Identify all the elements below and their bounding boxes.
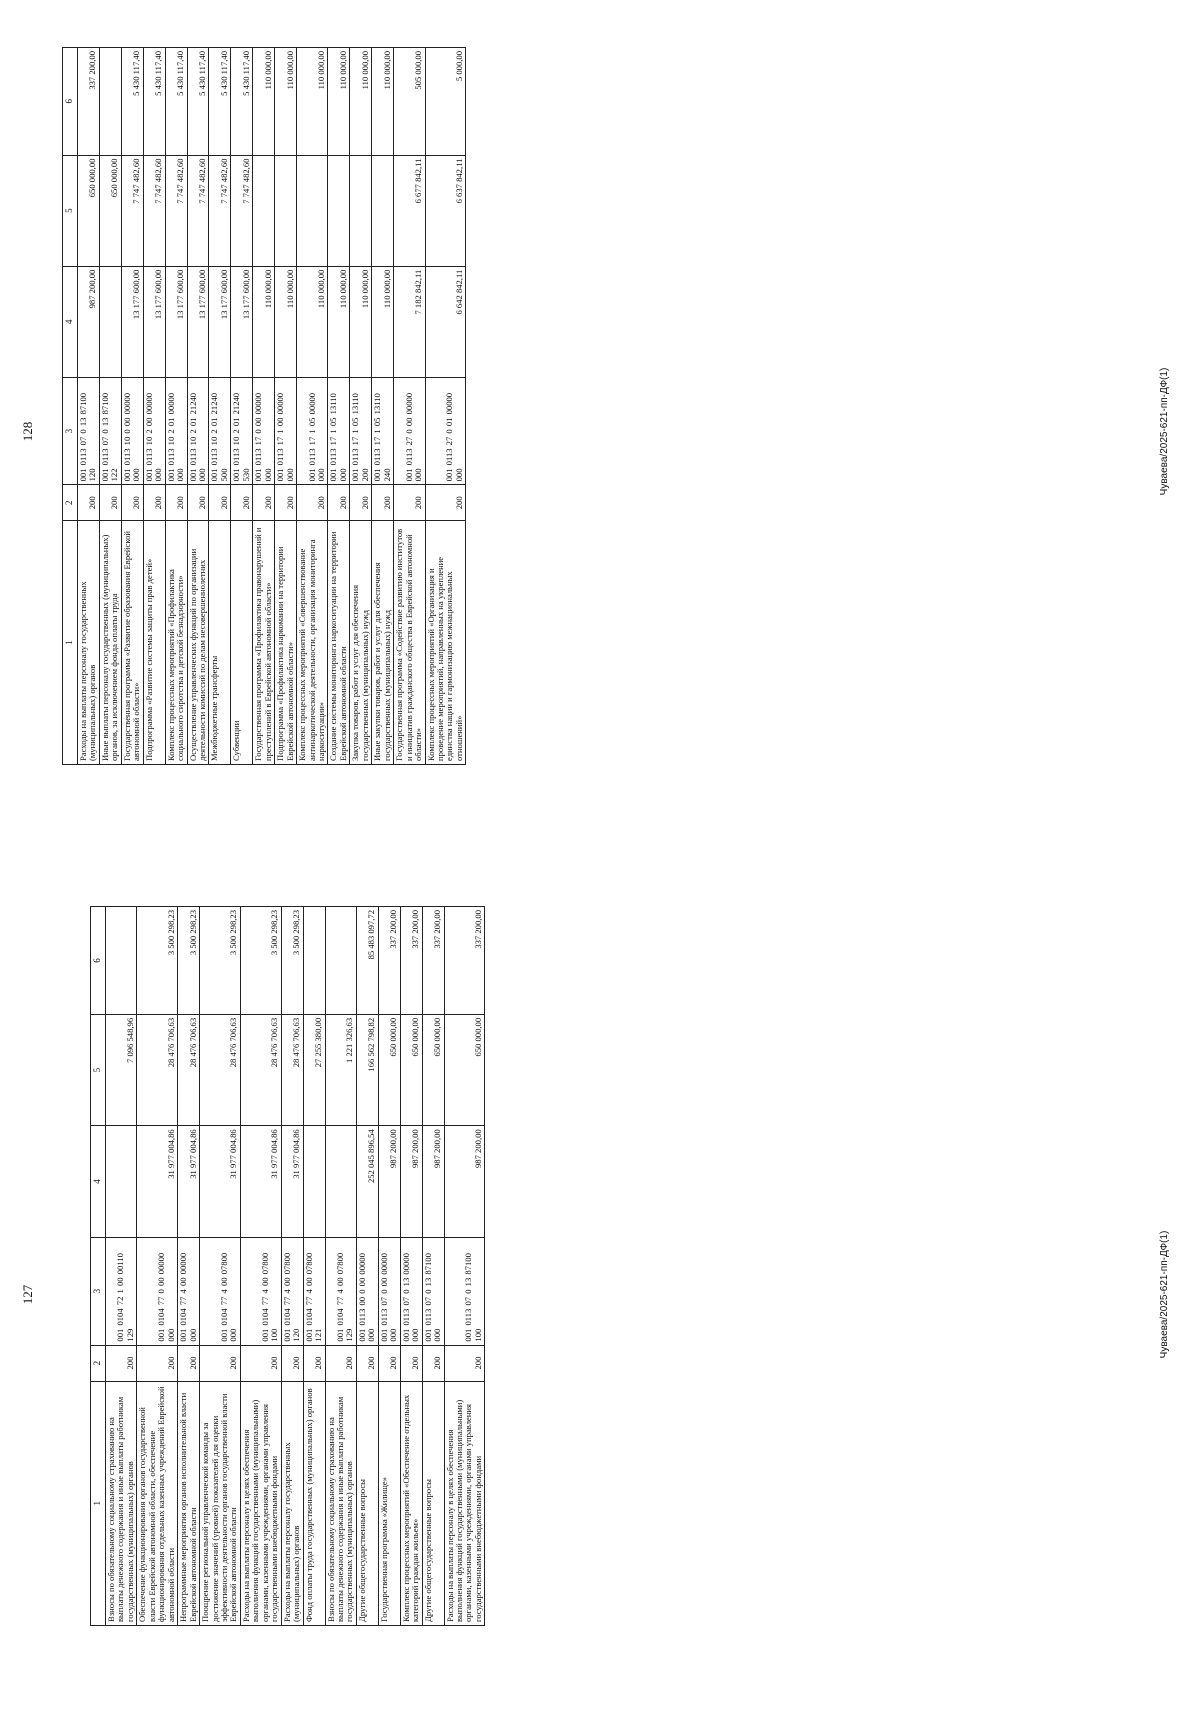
row-code-cell: 200	[444, 1345, 485, 1381]
row-name-cell: Осуществление управленческих функций по организации деятельности комиссий по делам несовершеннолетних	[187, 521, 209, 765]
row-code-cell: 200	[275, 485, 297, 521]
row-amount-cell	[303, 907, 325, 1015]
row-code-cell: 200	[143, 485, 165, 521]
row-code-cell: 200	[400, 1345, 422, 1381]
row-classification-cell: 001 0113 27 0 00 00000 000	[394, 377, 425, 485]
row-classification-cell: 001 0104 77 0 00 00000 000	[137, 1237, 178, 1345]
row-amount-cell: 110 000,00	[297, 48, 328, 156]
row-name-cell: Государственная программа «Жилище»	[378, 1381, 400, 1625]
row-amount-cell: 505 000,00	[394, 48, 425, 156]
row-amount-cell: 987 200,00	[444, 1126, 485, 1237]
row-name-cell: Комплекс процессных мероприятий «Организация и проведение мероприятий, направленных на укрепление единства нации и гармонизацию межнациональных отношений»	[425, 521, 466, 765]
row-amount-cell: 13 177 600,00	[187, 266, 209, 377]
row-amount-cell: 3 500 298,23	[137, 907, 178, 1015]
row-amount-cell: 6 637 842,11	[425, 155, 466, 266]
row-amount-cell: 28 476 706,63	[281, 1014, 303, 1125]
column-header: 3	[91, 1237, 106, 1345]
row-classification-cell: 001 0113 10 2 01 00000 000	[165, 377, 187, 485]
row-code-cell: 200	[165, 485, 187, 521]
row-code-cell: 200	[356, 1345, 378, 1381]
row-amount-cell	[297, 155, 328, 266]
table-header-row	[63, 48, 78, 765]
row-name-cell: Государственная программа «Профилактика правонарушений и преступлений в Еврейской автономной области»	[253, 521, 275, 765]
table-row	[444, 907, 485, 1626]
row-amount-cell: 3 500 298,23	[281, 907, 303, 1015]
row-code-cell: 200	[99, 485, 121, 521]
row-classification-cell: 001 0104 77 4 00 07800 000	[200, 1237, 241, 1345]
row-code-cell: 200	[425, 485, 466, 521]
table-row	[209, 48, 231, 765]
footer-note: Чуваева/2025-621-пп-ДФ(1)	[1159, 367, 1170, 496]
row-name-cell: Иные выплаты персоналу государственных (муниципальных) органов, за исключением фонда оплаты труда	[99, 521, 121, 765]
table-row	[99, 48, 121, 765]
row-name-cell: Расходы на выплаты персоналу государственных (муниципальных) органов	[281, 1381, 303, 1625]
table-row	[400, 907, 422, 1626]
table-row	[165, 48, 187, 765]
table-row	[137, 907, 178, 1626]
column-header: 5	[91, 1014, 106, 1125]
row-amount-cell: 337 200,00	[378, 907, 400, 1015]
row-amount-cell: 28 476 706,63	[240, 1014, 281, 1125]
row-amount-cell: 5 430 117,40	[121, 48, 143, 156]
row-amount-cell	[303, 1126, 325, 1237]
footer-note: Чуваева/2025-621-пп-ДФ(1)	[1159, 1230, 1170, 1359]
row-classification-cell: 001 0113 07 0 13 00000 000	[400, 1237, 422, 1345]
row-amount-cell: 7 747 482,60	[187, 155, 209, 266]
row-amount-cell: 110 000,00	[275, 266, 297, 377]
row-amount-cell: 650 000,00	[444, 1014, 485, 1125]
row-name-cell: Взносы по обязательному социальному страхованию на выплаты денежного содержания и иные выплаты работникам государственных (муниципальных) органов	[106, 1381, 137, 1625]
table-row	[106, 907, 137, 1626]
table-row	[187, 48, 209, 765]
row-code-cell: 200	[325, 1345, 356, 1381]
row-amount-cell: 13 177 600,00	[165, 266, 187, 377]
table-row	[78, 48, 100, 765]
row-amount-cell	[106, 1126, 137, 1237]
table-row	[378, 907, 400, 1626]
row-name-cell: Непрограммные мероприятия органов исполнительной власти Еврейской автономной области	[178, 1381, 200, 1625]
row-code-cell: 200	[328, 485, 350, 521]
row-amount-cell: 7 747 482,60	[143, 155, 165, 266]
row-amount-cell: 31 977 004,86	[137, 1126, 178, 1237]
row-classification-cell: 001 0113 07 0 13 87100 122	[99, 377, 121, 485]
table-row	[200, 907, 241, 1626]
row-amount-cell: 110 000,00	[253, 266, 275, 377]
row-amount-cell: 337 200,00	[400, 907, 422, 1015]
row-amount-cell: 3 500 298,23	[178, 907, 200, 1015]
row-amount-cell	[99, 48, 121, 156]
row-amount-cell: 987 200,00	[378, 1126, 400, 1237]
row-amount-cell: 110 000,00	[350, 266, 372, 377]
row-name-cell: Подпрограмма «Профилактика наркомании на территории Еврейской автономной области»	[275, 521, 297, 765]
budget-table	[90, 906, 485, 1626]
row-amount-cell: 650 000,00	[99, 155, 121, 266]
row-code-cell: 200	[106, 1345, 137, 1381]
row-name-cell: Поощрение региональной управленческой команды за достижение значений (уровней) показателей для оценки эффективности деятельности органов государственной власти Еврейской автономной области	[200, 1381, 241, 1625]
row-amount-cell: 650 000,00	[422, 1014, 444, 1125]
row-code-cell: 200	[78, 485, 100, 521]
row-amount-cell: 7 747 482,60	[231, 155, 253, 266]
row-amount-cell: 6 677 842,11	[394, 155, 425, 266]
row-classification-cell: 001 0113 07 0 00 00000 000	[378, 1237, 400, 1345]
row-code-cell: 200	[253, 485, 275, 521]
row-amount-cell: 5 000,00	[425, 48, 466, 156]
column-header: 3	[63, 377, 78, 485]
row-code-cell: 200	[372, 485, 394, 521]
row-amount-cell	[328, 155, 350, 266]
row-amount-cell: 5 430 117,40	[231, 48, 253, 156]
row-amount-cell: 31 977 004,86	[240, 1126, 281, 1237]
row-amount-cell: 7 747 482,60	[165, 155, 187, 266]
row-amount-cell: 1 221 326,63	[325, 1014, 356, 1125]
row-classification-cell: 001 0113 10 2 01 21240 500	[209, 377, 231, 485]
column-header: 2	[91, 1345, 106, 1381]
row-classification-cell: 001 0113 10 2 01 21240 530	[231, 377, 253, 485]
row-amount-cell: 110 000,00	[328, 48, 350, 156]
row-amount-cell: 28 476 706,63	[137, 1014, 178, 1125]
row-amount-cell: 5 430 117,40	[165, 48, 187, 156]
row-name-cell: Комплекс процессных мероприятий «Профилактика социального сиротства и детской безнадзорности»	[165, 521, 187, 765]
row-code-cell: 200	[200, 1345, 241, 1381]
row-amount-cell: 650 000,00	[400, 1014, 422, 1125]
row-name-cell: Государственная программа «Содействие развитию институтов и инициатив гражданского общества в Еврейской автономной области»	[394, 521, 425, 765]
table-row	[231, 48, 253, 765]
row-amount-cell: 110 000,00	[372, 266, 394, 377]
page-127-content	[0, 863, 1200, 1726]
row-classification-cell: 001 0113 10 2 00 00000 000	[143, 377, 165, 485]
row-name-cell: Закупка товаров, работ и услуг для обеспечения государственных (муниципальных) нужд	[350, 521, 372, 765]
row-amount-cell	[99, 266, 121, 377]
row-amount-cell: 31 977 004,86	[281, 1126, 303, 1237]
row-classification-cell: 001 0104 77 4 00 00000 000	[178, 1237, 200, 1345]
row-name-cell: Расходы на выплаты персоналу в целях обеспечения выполнения функций государственными (муниципальными) органами, казенными учреждениями, органами управления государственными внебюджетными фондами	[240, 1381, 281, 1625]
row-code-cell: 200	[121, 485, 143, 521]
row-amount-cell: 85 483 097,72	[356, 907, 378, 1015]
table-row	[425, 48, 466, 765]
row-amount-cell: 252 045 896,54	[356, 1126, 378, 1237]
row-amount-cell: 110 000,00	[372, 48, 394, 156]
row-amount-cell: 27 255 380,00	[303, 1014, 325, 1125]
row-code-cell: 200	[394, 485, 425, 521]
row-amount-cell: 7 747 482,60	[121, 155, 143, 266]
row-amount-cell: 28 476 706,63	[178, 1014, 200, 1125]
table-header-row	[91, 907, 106, 1626]
table-row	[328, 48, 350, 765]
row-name-cell: Государственная программа «Развитие образования Еврейской автономной области»	[121, 521, 143, 765]
row-amount-cell: 31 977 004,86	[178, 1126, 200, 1237]
row-classification-cell: 001 0113 17 1 00 00000 000	[275, 377, 297, 485]
row-classification-cell: 001 0113 17 0 00 00000 000	[253, 377, 275, 485]
row-amount-cell: 7 182 842,11	[394, 266, 425, 377]
row-classification-cell: 001 0113 17 1 05 13110 240	[372, 377, 394, 485]
row-amount-cell: 110 000,00	[350, 48, 372, 156]
row-amount-cell: 13 177 600,00	[121, 266, 143, 377]
row-amount-cell: 13 177 600,00	[231, 266, 253, 377]
row-name-cell: Комплекс процессных мероприятий «Обеспечение отдельных категорий граждан жильем»	[400, 1381, 422, 1625]
budget-table	[62, 47, 466, 765]
row-amount-cell: 650 000,00	[78, 155, 100, 266]
row-name-cell: Обеспечение функционирования органов государственной власти Еврейской автономной области, обеспечение функционирования отдельных казенных учреждений Еврейской автономной области	[137, 1381, 178, 1625]
row-amount-cell: 110 000,00	[275, 48, 297, 156]
row-code-cell: 200	[137, 1345, 178, 1381]
row-code-cell: 200	[378, 1345, 400, 1381]
row-amount-cell	[325, 907, 356, 1015]
row-amount-cell: 3 500 298,23	[200, 907, 241, 1015]
row-name-cell: Расходы на выплаты персоналу в целях обеспечения выполнения функций государственными (муниципальными) органами, казенными учреждениями, органами управления государственными внебюджетными фондами	[444, 1381, 485, 1625]
row-amount-cell	[106, 907, 137, 1015]
column-header: 1	[63, 521, 78, 765]
table-row	[325, 907, 356, 1626]
table-row	[372, 48, 394, 765]
row-amount-cell: 6 642 842,11	[425, 266, 466, 377]
row-amount-cell: 337 200,00	[78, 48, 100, 156]
row-classification-cell: 001 0104 72 1 00 00110 129	[106, 1237, 137, 1345]
row-classification-cell: 001 0113 17 1 05 13110 200	[350, 377, 372, 485]
table-row	[178, 907, 200, 1626]
row-classification-cell: 001 0113 17 1 05 13110 000	[328, 377, 350, 485]
row-code-cell: 200	[231, 485, 253, 521]
row-amount-cell: 13 177 600,00	[143, 266, 165, 377]
row-amount-cell: 28 476 706,63	[200, 1014, 241, 1125]
row-classification-cell: 001 0113 27 0 01 00000 000	[425, 377, 466, 485]
row-amount-cell: 13 177 600,00	[209, 266, 231, 377]
row-amount-cell	[350, 155, 372, 266]
table-row	[281, 907, 303, 1626]
row-name-cell: Другие общегосударственные вопросы	[422, 1381, 444, 1625]
page-127	[0, 863, 1200, 1726]
row-amount-cell: 7 747 482,60	[209, 155, 231, 266]
column-header: 4	[91, 1126, 106, 1237]
row-name-cell: Межбюджетные трансферты	[209, 521, 231, 765]
table-row	[356, 907, 378, 1626]
row-amount-cell: 650 000,00	[378, 1014, 400, 1125]
row-amount-cell: 337 200,00	[422, 907, 444, 1015]
table-row	[422, 907, 444, 1626]
table-row	[394, 48, 425, 765]
row-amount-cell: 3 500 298,23	[240, 907, 281, 1015]
row-amount-cell: 110 000,00	[253, 48, 275, 156]
table-row	[303, 907, 325, 1626]
row-code-cell: 200	[281, 1345, 303, 1381]
row-classification-cell: 001 0113 07 0 13 87100 100	[444, 1237, 485, 1345]
row-classification-cell: 001 0113 10 0 00 00000 000	[121, 377, 143, 485]
row-code-cell: 200	[178, 1345, 200, 1381]
row-name-cell: Взносы по обязательному социальному страхованию на выплаты денежного содержания и иные выплаты работникам государственных (муниципальных) органов	[325, 1381, 356, 1625]
column-header: 2	[63, 485, 78, 521]
row-classification-cell: 001 0104 77 4 00 07800 121	[303, 1237, 325, 1345]
row-amount-cell: 987 200,00	[422, 1126, 444, 1237]
row-name-cell: Субвенции	[231, 521, 253, 765]
row-name-cell: Расходы на выплаты персоналу государственных (муниципальных) органов	[78, 521, 100, 765]
row-classification-cell: 001 0113 07 0 13 87100 000	[422, 1237, 444, 1345]
table-row	[275, 48, 297, 765]
row-amount-cell: 166 562 798,82	[356, 1014, 378, 1125]
table-row	[143, 48, 165, 765]
row-amount-cell: 987 200,00	[400, 1126, 422, 1237]
row-classification-cell: 001 0104 77 4 00 07800 100	[240, 1237, 281, 1345]
row-amount-cell: 31 977 004,86	[200, 1126, 241, 1237]
column-header: 6	[91, 907, 106, 1015]
row-amount-cell	[325, 1126, 356, 1237]
row-classification-cell: 001 0104 77 4 00 07800 129	[325, 1237, 356, 1345]
column-header: 4	[63, 266, 78, 377]
column-header: 6	[63, 48, 78, 156]
row-code-cell: 200	[187, 485, 209, 521]
row-amount-cell: 337 200,00	[444, 907, 485, 1015]
row-code-cell: 200	[209, 485, 231, 521]
row-name-cell: Комплекс процессных мероприятий «Совершенствование антинаркотической деятельности, организация мониторинга наркоситуации»	[297, 521, 328, 765]
row-code-cell: 200	[240, 1345, 281, 1381]
row-amount-cell: 7 096 548,96	[106, 1014, 137, 1125]
row-classification-cell: 001 0113 00 0 00 00000 000	[356, 1237, 378, 1345]
row-classification-cell: 001 0113 17 1 05 00000 000	[297, 377, 328, 485]
column-header: 5	[63, 155, 78, 266]
row-amount-cell: 5 430 117,40	[143, 48, 165, 156]
row-code-cell: 200	[297, 485, 328, 521]
row-name-cell: Подпрограмма «Развитие системы защиты прав детей»	[143, 521, 165, 765]
row-code-cell: 200	[303, 1345, 325, 1381]
table-row	[240, 907, 281, 1626]
row-code-cell: 200	[422, 1345, 444, 1381]
table-row	[253, 48, 275, 765]
row-name-cell: Фонд оплаты труда государственных (муниципальных) органов	[303, 1381, 325, 1625]
row-amount-cell: 110 000,00	[297, 266, 328, 377]
row-amount-cell	[275, 155, 297, 266]
row-amount-cell: 5 430 117,40	[187, 48, 209, 156]
row-amount-cell	[253, 155, 275, 266]
column-header: 1	[91, 1381, 106, 1625]
page-number: 127	[20, 1284, 35, 1305]
row-amount-cell	[372, 155, 394, 266]
page-number: 128	[20, 421, 35, 442]
row-name-cell: Иные закупки товаров, работ и услуг для обеспечения государственных (муниципальных) нужд	[372, 521, 394, 765]
table-row	[350, 48, 372, 765]
row-classification-cell: 001 0113 07 0 13 87100 120	[78, 377, 100, 485]
table-row	[121, 48, 143, 765]
table-row	[297, 48, 328, 765]
row-name-cell: Создание системы мониторинга наркоситуации на территории Еврейской автономной области	[328, 521, 350, 765]
row-code-cell: 200	[350, 485, 372, 521]
row-amount-cell: 5 430 117,40	[209, 48, 231, 156]
row-classification-cell: 001 0104 77 4 00 07800 120	[281, 1237, 303, 1345]
row-name-cell: Другие общегосударственные вопросы	[356, 1381, 378, 1625]
row-classification-cell: 001 0113 10 2 01 21240 000	[187, 377, 209, 485]
row-amount-cell: 110 000,00	[328, 266, 350, 377]
row-amount-cell: 987 200,00	[78, 266, 100, 377]
